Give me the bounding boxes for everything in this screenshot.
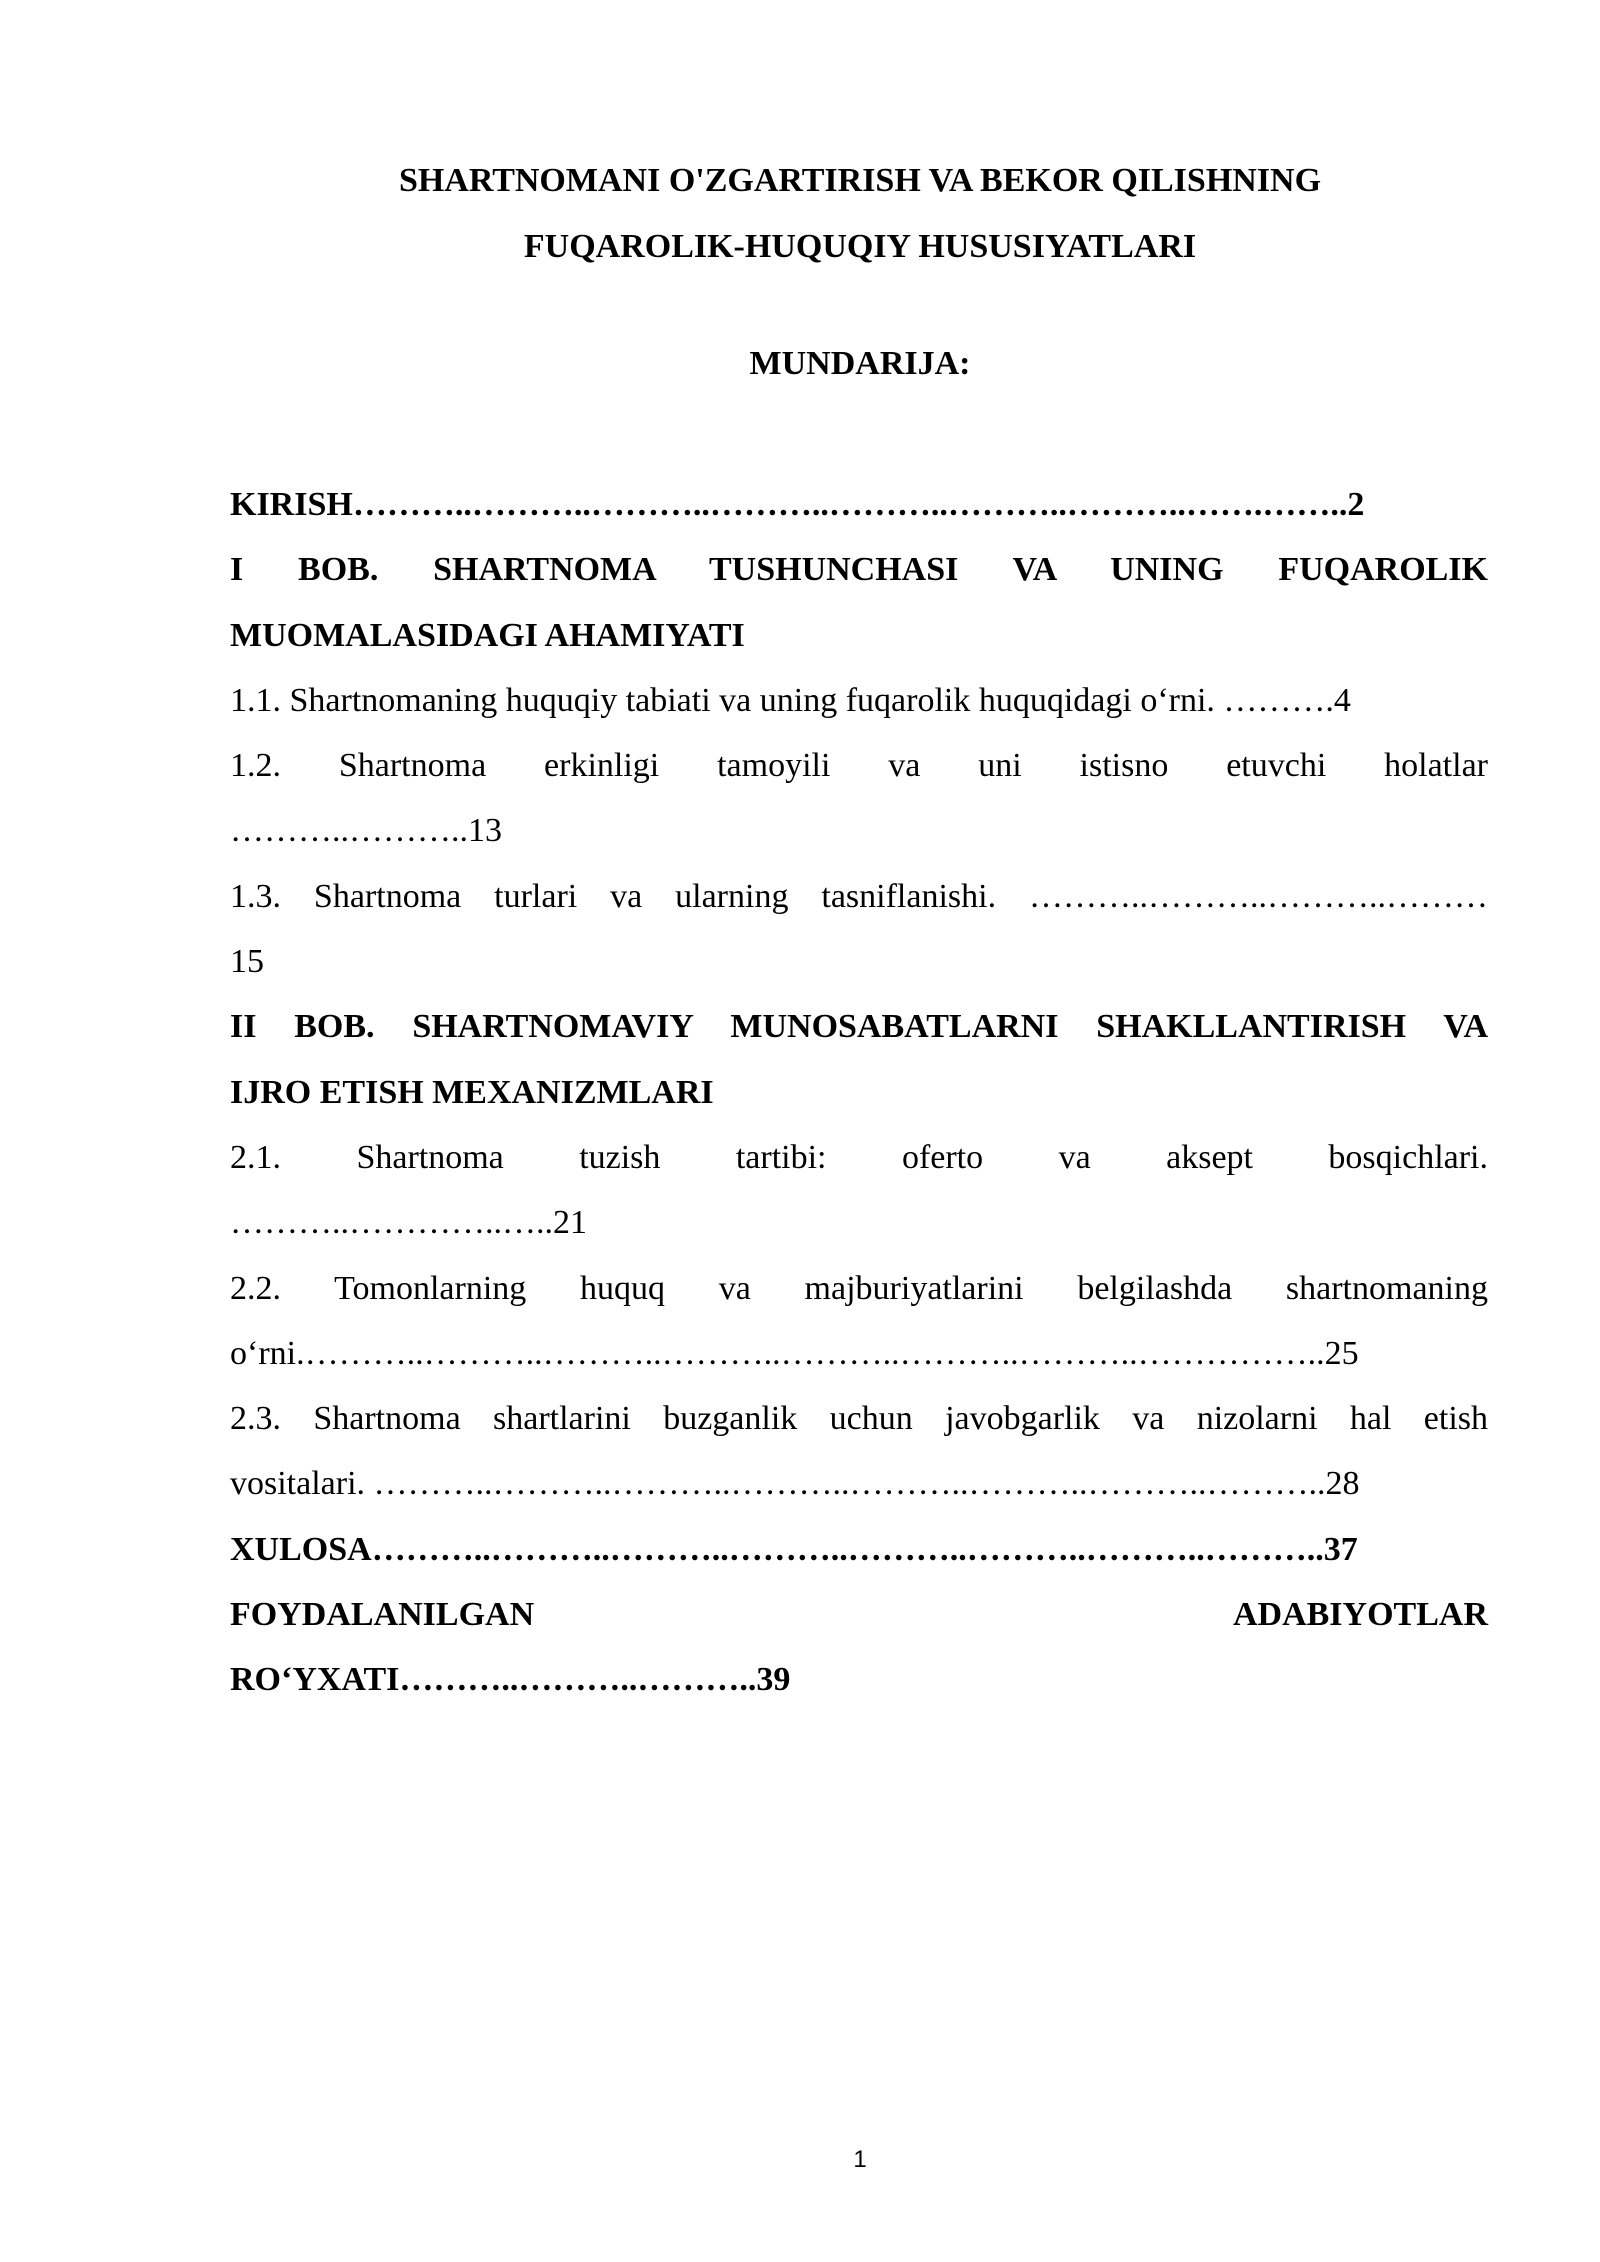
table-of-contents [230,472,1488,1713]
toc-chapter-1-line-2: MUOMALASIDAGI AHAMIYATI [230,616,745,654]
toc-chapter-2-line-2: IJRO ETISH MEXANIZMLARI [230,1073,714,1111]
toc-entry-2-3-line-1: 2.3. Shartnoma shartlarini buzganlik uchun javobgarlik va nizolarni hal etish [230,1400,1488,1438]
toc-entry-references-line-2: RO‘YXATI………..………..………..39 [230,1661,791,1699]
toc-entry-2-1-line-1: 2.1. Shartnoma tuzish tartibi: oferto va aksept bosqichlari. [230,1138,1488,1176]
toc-entry-2-1-line-2: ………..…………..…..21 [230,1204,587,1242]
toc-heading: MUNDARIJA: [749,345,971,382]
toc-entry-kirish: KIRISH………..………..………..………..………..………..………..…….……..2 [230,486,1365,523]
toc-entry-1-1: 1.1. Shartnomaning huquqiy tabiati va uning fuqarolik huquqidagi o‘rni. ……….4 [230,681,1351,719]
toc-entry-2-2-line-1: 2.2. Tomonlarning huquq va majburiyatlarini belgilashda shartnomaning [230,1269,1488,1307]
title-line-2: FUQAROLIK-HUQUQIY HUSUSIYATLARI [523,228,1197,265]
title-line-1: SHARTNOMANI O'ZGARTIRISH VA BEKOR QILISHNING [398,162,1322,199]
toc-entry-1-2-line-2: ………..………..13 [230,812,502,850]
toc-entry-2-2-line-2: o‘rni.………..………..………..………..………..………..………..……………..25 [230,1334,1359,1372]
page-number: 1 [853,2146,867,2173]
toc-entry-1-3-line-1: 1.3. Shartnoma turlari va ularning tasniflanishi. ………..………..………..……… [230,877,1488,915]
document-title [0,148,1600,280]
toc-entry-1-2-line-1: 1.2. Shartnoma erkinligi tamoyili va uni istisno etuvchi holatlar [230,747,1488,785]
toc-entry-2-3-line-2: vositalari. ………..………..………..………..………..………..………..………..28 [230,1465,1360,1503]
toc-entry-xulosa: XULOSA………..………..………..………..………..………..………..………..37 [230,1530,1358,1568]
toc-chapter-1-line-1: I BOB. SHARTNOMA TUSHUNCHASI VA UNING FUQAROLIK [230,551,1488,589]
toc-entry-1-3-line-2: 15 [230,943,264,981]
toc-entry-references-line-1: FOYDALANILGAN ADABIYOTLAR [230,1596,1488,1634]
toc-chapter-2-line-1: II BOB. SHARTNOMAVIY MUNOSABATLARNI SHAKLLANTIRISH VA [230,1008,1488,1046]
